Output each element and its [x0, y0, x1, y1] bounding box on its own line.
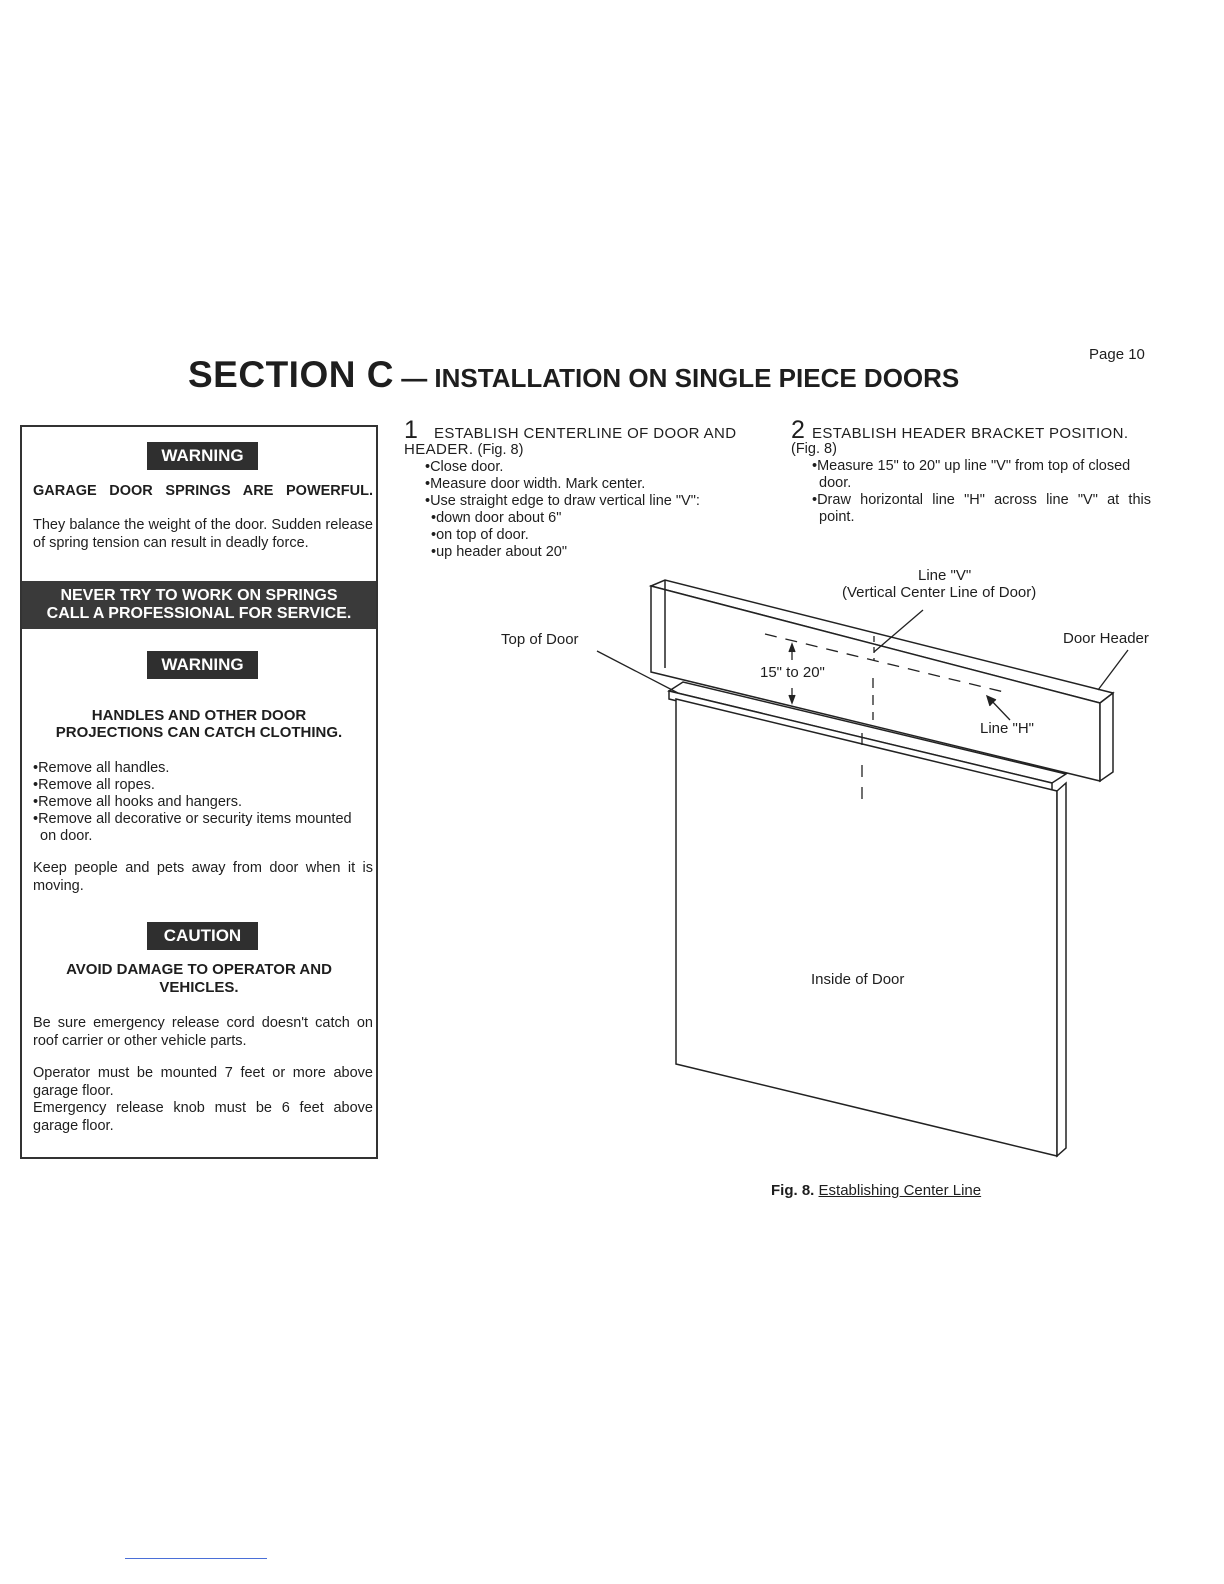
door-panel-side	[1057, 783, 1066, 1156]
step2-number: 2	[791, 416, 805, 444]
door-header-label: Door Header	[1063, 630, 1149, 647]
springs-headline: GARAGE DOOR SPRINGS ARE POWERFUL.	[33, 483, 373, 499]
page-number: Page 10	[1089, 346, 1145, 363]
list-item: •Measure door width. Mark center.	[425, 476, 646, 492]
list-item: •Remove all hooks and hangers.	[33, 794, 243, 810]
line-h-label: Line "H"	[980, 720, 1035, 737]
warning-badge-springs: WARNING	[147, 442, 258, 470]
release-knob-note: Emergency release knob must be 6 feet above garage floor.	[33, 1100, 373, 1134]
handles-headline-line2: PROJECTIONS CAN CATCH CLOTHING.	[55, 724, 343, 741]
list-item: •Remove all handles.	[33, 760, 170, 776]
list-item: •Remove all ropes.	[33, 777, 155, 793]
caution-badge: CAUTION	[147, 922, 258, 950]
list-item: •on top of door.	[431, 527, 529, 543]
list-item: •Remove all decorative or security items mounted	[33, 811, 352, 827]
caution-headline-line2: VEHICLES.	[159, 979, 239, 996]
top-of-door-label: Top of Door	[501, 631, 579, 648]
section-subtitle: INSTALLATION ON SINGLE PIECE DOORS	[434, 363, 960, 393]
list-item: •Use straight edge to draw vertical line "V":	[425, 493, 700, 509]
list-item-cont: point.	[819, 509, 855, 525]
caution-headline-line1: AVOID DAMAGE TO OPERATOR AND	[66, 961, 332, 978]
caption-text: Establishing Center Line	[818, 1182, 982, 1199]
line-v-description: (Vertical Center Line of Door)	[842, 584, 1037, 601]
mounting-height-note: Operator must be mounted 7 feet or more above garage floor.	[33, 1065, 373, 1099]
springs-body: They balance the weight of the door. Sudden release of spring tension can result in deadly force.	[33, 517, 373, 551]
scan-divider	[125, 1558, 267, 1559]
list-item: •up header about 20"	[431, 544, 568, 560]
list-item: •down door about 6"	[431, 510, 562, 526]
list-item: on door.	[40, 828, 93, 844]
figure-caption	[771, 1182, 981, 1199]
step2-heading-text: ESTABLISH HEADER BRACKET POSITION.	[811, 425, 1129, 442]
warning-badge-handles: WARNING	[147, 651, 258, 679]
title-dash: —	[393, 363, 435, 393]
step2-figure-ref: (Fig. 8)	[791, 441, 837, 457]
list-item: •Measure 15" to 20" up line "V" from top of closed	[812, 458, 1131, 474]
door-header-end	[1100, 693, 1113, 781]
inside-of-door-label: Inside of Door	[811, 971, 905, 988]
step1-heading-text: ESTABLISH CENTERLINE OF DOOR AND	[433, 425, 737, 442]
measurement-label: 15" to 20"	[760, 664, 825, 681]
springs-alert-line2: CALL A PROFESSIONAL FOR SERVICE.	[46, 605, 352, 622]
release-cord-note: Be sure emergency release cord doesn't catch on roof carrier or other vehicle parts.	[33, 1015, 373, 1049]
caption-prefix: Fig. 8.	[771, 1182, 815, 1199]
pets-note: Keep people and pets away from door when it is moving.	[33, 860, 373, 894]
section-label: SECTION C	[188, 354, 394, 395]
springs-alert-line1: NEVER TRY TO WORK ON SPRINGS	[60, 587, 338, 604]
line-v-label: Line "V"	[918, 567, 972, 584]
list-item-cont: door.	[819, 475, 852, 491]
step1-figure-ref: (Fig. 8)	[473, 442, 524, 458]
handles-headline-line1: HANDLES AND OTHER DOOR	[91, 707, 307, 724]
step1-number: 1	[404, 416, 418, 444]
list-item: •Draw horizontal line "H" across line "V" at this	[812, 492, 1151, 508]
list-item: •Close door.	[425, 459, 504, 475]
step1-heading-text2: HEADER.	[404, 441, 474, 458]
